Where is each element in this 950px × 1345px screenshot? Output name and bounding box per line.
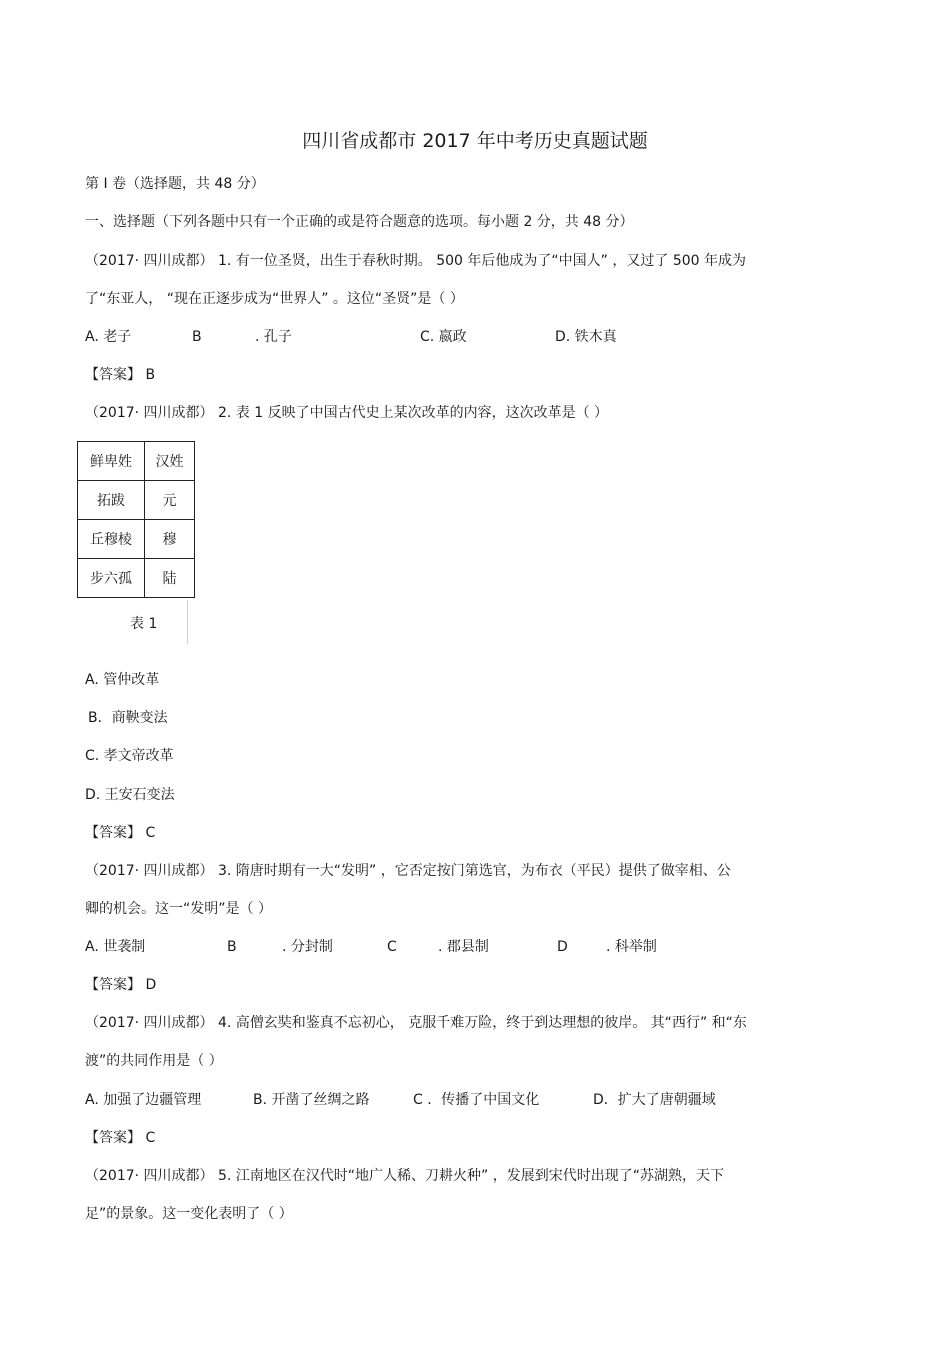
table-cell: 鲜卑姓: [78, 442, 145, 481]
q1-option-d: D. 铁木真: [555, 329, 617, 345]
section-heading: 第 I 卷（选择题，共 48 分）: [85, 176, 265, 192]
q1-option-b-text: . 孔子: [255, 329, 292, 345]
table-cell: 元: [145, 481, 195, 520]
q3-option-b-text: . 分封制: [282, 939, 333, 955]
divider: [187, 600, 188, 644]
q1-answer: 【答案】 B: [85, 367, 156, 383]
table-cell: 拓跋: [78, 481, 145, 520]
page-title: 四川省成都市 2017 年中考历史真题试题: [302, 130, 648, 152]
q4-option-a: A. 加强了边疆管理: [85, 1092, 202, 1108]
q3-option-d-letter: D: [557, 939, 568, 955]
q3-answer: 【答案】 D: [85, 977, 157, 993]
q2-answer: 【答案】 C: [85, 825, 156, 841]
q3-option-c-letter: C: [387, 939, 397, 955]
instruction-text: 一、选择题（下列各题中只有一个正确的或是符合题意的选项。每小题 2 分，共 48 分）: [85, 214, 634, 230]
q2-stem-line1: （2017· 四川成都） 2. 表 1 反映了中国古代史上某次改革的内容，这次改革是（ ）: [85, 405, 609, 421]
table-cell: 汉姓: [145, 442, 195, 481]
q1-option-a: A. 老子: [85, 329, 132, 345]
q2-option-c: C. 孝文帝改革: [85, 748, 174, 764]
table-row: [78, 559, 195, 598]
q2-option-b: B．商鞅变法: [88, 710, 168, 726]
q2-option-a: A. 管仲改革: [85, 672, 160, 688]
q3-option-d-text: . 科举制: [606, 939, 657, 955]
q1-stem-line1: （2017· 四川成都） 1. 有一位圣贤，出生于春秋时期。 500 年后他成为了“中国人” ，又过了 500 年成为: [85, 253, 746, 269]
q3-option-b-letter: B: [227, 939, 237, 955]
table-row: [78, 481, 195, 520]
q4-answer: 【答案】 C: [85, 1130, 156, 1146]
table-cell: 步六孤: [78, 559, 145, 598]
q4-stem-line1: （2017· 四川成都） 4. 高僧玄奘和鉴真不忘初心， 克服千难万险，终于到达理想的彼岸。 其“西行” 和“东: [85, 1015, 747, 1031]
q3-option-c-text: . 郡县制: [438, 939, 489, 955]
table-cell: 陆: [145, 559, 195, 598]
table-cell: 穆: [145, 520, 195, 559]
q3-stem-line1: （2017· 四川成都） 3. 隋唐时期有一大“发明” ，它否定按门第选官，为布衣（平民）提供了做宰相、公: [85, 863, 731, 879]
table-row: [78, 520, 195, 559]
table-cell: 丘穆棱: [78, 520, 145, 559]
q1-option-c: C. 嬴政: [420, 329, 467, 345]
q4-stem-line2: 渡”的共同作用是（ ）: [85, 1053, 223, 1069]
surname-table: [77, 441, 195, 598]
q5-stem-line1: （2017· 四川成都） 5. 江南地区在汉代时“地广人稀、刀耕火种” ，发展到宋代时出现了“苏湖熟，天下: [85, 1168, 724, 1184]
q4-option-b: B. 开凿了丝绸之路: [253, 1092, 370, 1108]
q5-stem-line2: 足”的景象。这一变化表明了（ ）: [85, 1206, 293, 1222]
q1-option-b-letter: B: [192, 329, 202, 345]
q1-stem-line2: 了“东亚人， “现在正逐步成为“世界人” 。这位“圣贤”是（ ）: [85, 291, 464, 307]
q3-stem-line2: 卿的机会。这一“发明”是（ ）: [85, 901, 272, 917]
q3-option-a: A. 世袭制: [85, 939, 146, 955]
q4-option-d: D．扩大了唐朝疆域: [593, 1092, 716, 1108]
q2-option-d: D. 王安石变法: [85, 787, 175, 803]
q4-option-c: C ．传播了中国文化: [413, 1092, 540, 1108]
table-caption: 表 1: [130, 616, 158, 632]
table-header-row: [78, 442, 195, 481]
